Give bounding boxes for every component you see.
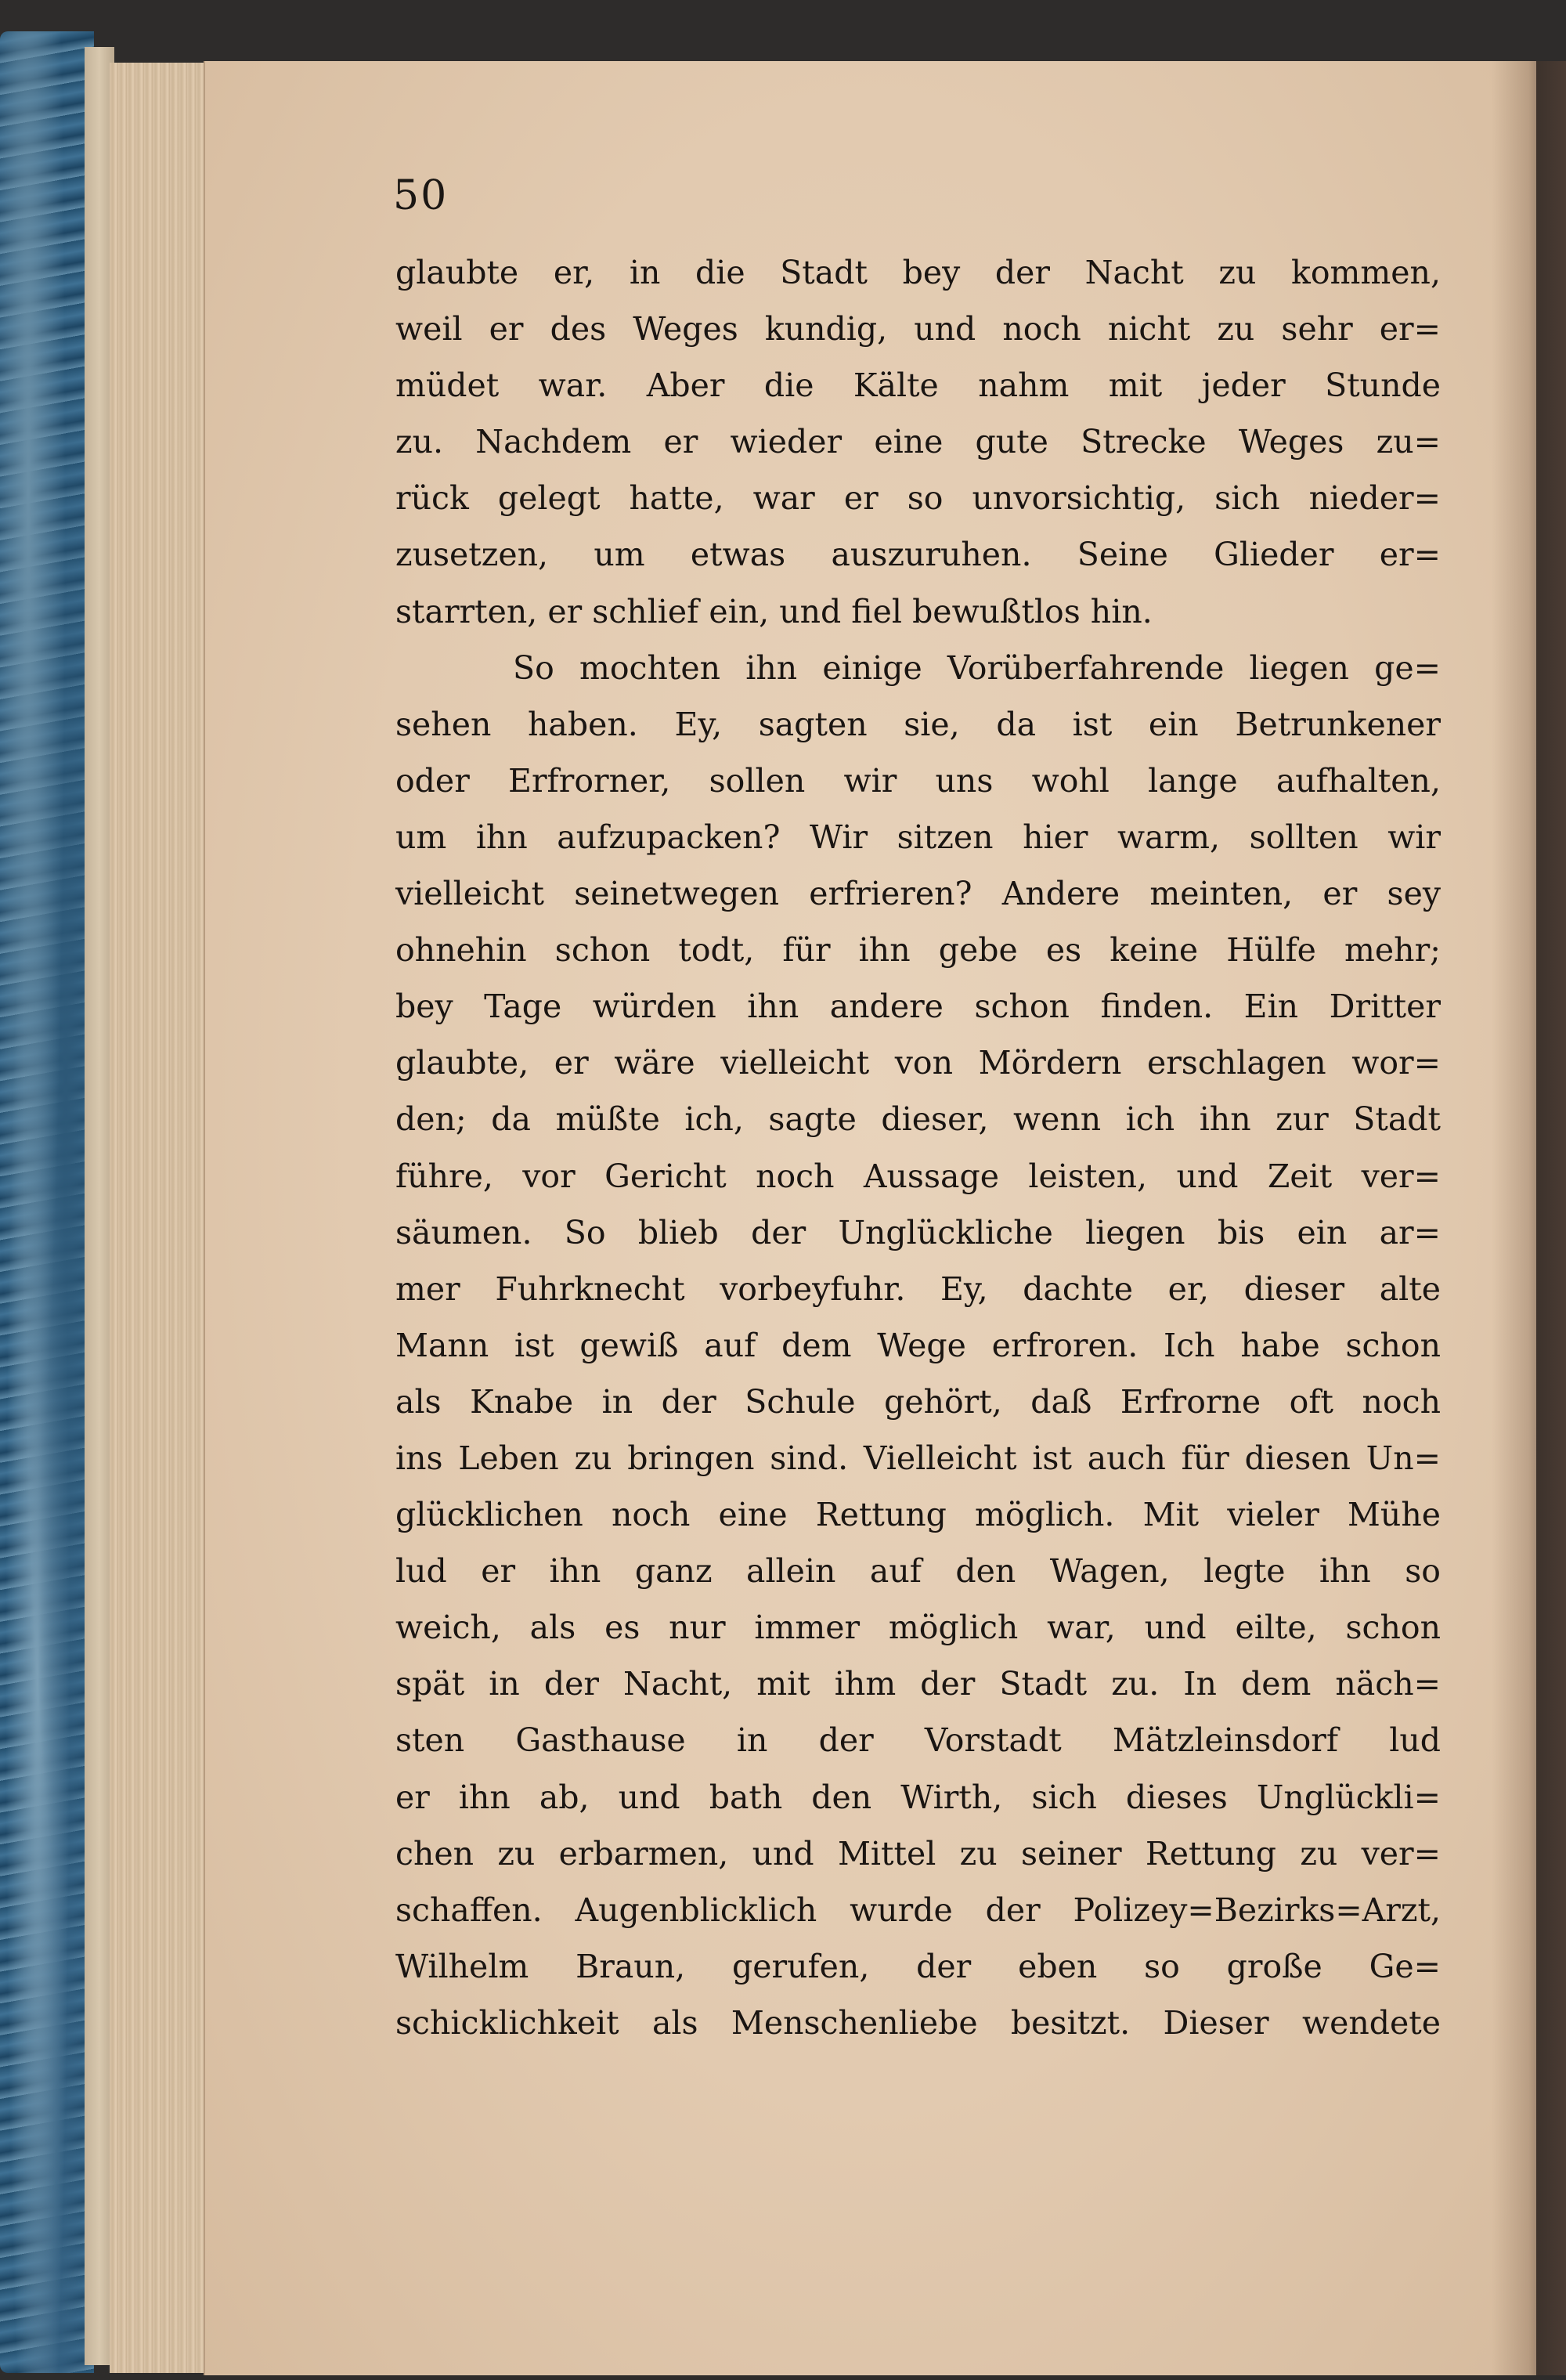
text-line: um ihn aufzupacken? Wir sitzen hier warm, sollten wir: [395, 818, 1441, 856]
text-line: als Knabe in der Schule gehört, daß Erfrorne oft noch: [395, 1382, 1441, 1421]
text-line: glücklichen noch eine Rettung möglich. Mit vieler Mühe: [395, 1496, 1441, 1534]
text-line: mer Fuhrknecht vorbeyfuhr. Ey, dachte er, dieser alte: [395, 1269, 1441, 1308]
text-line: bey Tage würden ihn andere schon finden. Ein Dritter: [395, 988, 1441, 1026]
text-line: weich, als es nur immer möglich war, und eilte, schon: [395, 1609, 1441, 1647]
text-line: ohnehin schon todt, für ihn gebe es keine Hülfe mehr;: [395, 931, 1441, 970]
text-line: führe, vor Gericht noch Aussage leisten, und Zeit ver=: [395, 1157, 1441, 1195]
text-line: ins Leben zu bringen sind. Vielleicht ist auch für diesen Un=: [395, 1439, 1441, 1477]
marbled-book-cover: [0, 31, 94, 2373]
text-line: Wilhelm Braun, gerufen, der eben so große Ge=: [395, 1947, 1441, 1985]
paragraph-end-line: starrten, er schlief ein, und fiel bewußtlos hin.: [395, 592, 1153, 630]
text-line: Mann ist gewiß auf dem Wege erfroren. Ich habe schon: [395, 1326, 1441, 1364]
text-line: den; da müßte ich, sagte dieser, wenn ich ihn zur Stadt: [395, 1100, 1441, 1139]
text-line: sehen haben. Ey, sagten sie, da ist ein Betrunkener: [395, 705, 1441, 743]
text-line: schicklichkeit als Menschenliebe besitzt. Dieser wendete: [395, 2003, 1441, 2042]
text-line: chen zu erbarmen, und Mittel zu seiner Rettung zu ver=: [395, 1834, 1441, 1873]
text-line: glaubte er, in die Stadt bey der Nacht zu kommen,: [395, 254, 1441, 291]
text-line: säumen. So blieb der Unglückliche liegen bis ein ar=: [395, 1213, 1441, 1251]
text-line: rück gelegt hatte, war er so unvorsichtig, sich nieder=: [395, 479, 1441, 518]
text-line: zu. Nachdem er wieder eine gute Strecke Weges zu=: [395, 423, 1441, 461]
stacked-page-edges: [110, 63, 219, 2373]
text-line: spät in der Nacht, mit ihm der Stadt zu. In dem näch=: [395, 1665, 1441, 1703]
paragraph-start-line: So mochten ihn einige Vorüberfahrende liegen ge=: [513, 648, 1441, 687]
text-line: schaffen. Augenblicklich wurde der Polizey=Bezirks=Arzt,: [395, 1891, 1441, 1929]
text-line: sten Gasthause in der Vorstadt Mätzleinsdorf lud: [395, 1721, 1441, 1760]
text-line: glaubte, er wäre vielleicht von Mördern erschlagen wor=: [395, 1044, 1441, 1082]
text-line: müdet war. Aber die Kälte nahm mit jeder Stunde: [395, 367, 1441, 405]
page-number: 50: [393, 172, 449, 219]
text-line: oder Erfrorner, sollen wir uns wohl lange aufhalten,: [395, 761, 1441, 800]
text-line: er ihn ab, und bath den Wirth, sich dieses Unglückli=: [395, 1778, 1441, 1816]
text-line: weil er des Weges kundig, und noch nicht zu sehr er=: [395, 310, 1441, 349]
text-line: vielleicht seinetwegen erfrieren? Andere meinten, er sey: [395, 875, 1441, 913]
text-line: lud er ihn ganz allein auf den Wagen, legte ihn so: [395, 1552, 1441, 1591]
text-line: zusetzen, um etwas auszuruhen. Seine Glieder er=: [395, 536, 1441, 574]
body-text: [395, 244, 1441, 2051]
gutter-shadow: [1492, 61, 1566, 2375]
